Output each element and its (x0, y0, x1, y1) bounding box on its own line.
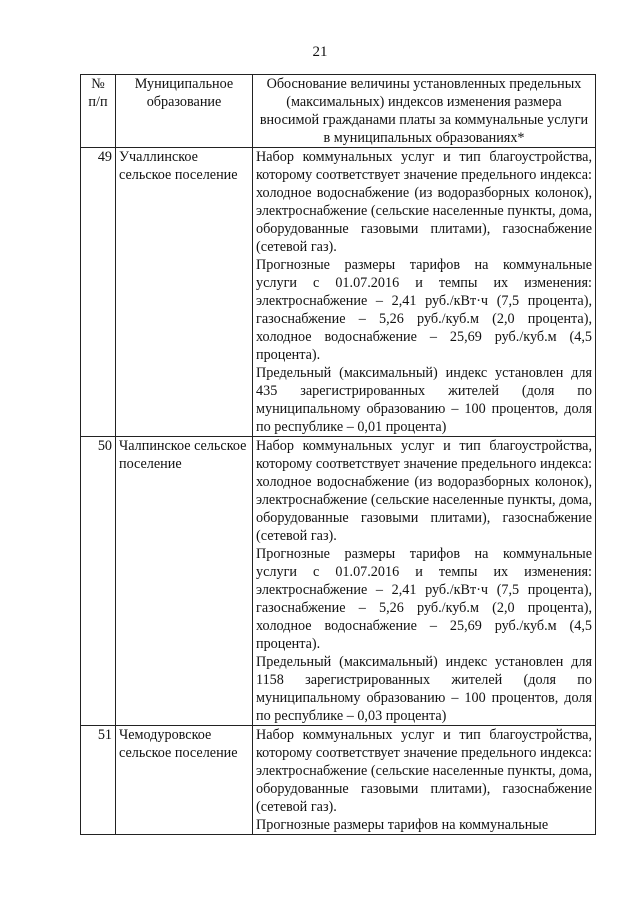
paragraph-services: Набор коммунальных услуг и тип благоустройства, которому соответствует значение предельного индекса: электроснабжение (сельские населенные пункты, дома, оборудованные газовыми плитами), газоснабжение (сетевой газ). (256, 727, 592, 815)
table-row (81, 437, 596, 726)
paragraph-tariffs: Прогнозные размеры тарифов на коммунальные (256, 817, 549, 833)
paragraph-services: Набор коммунальных услуг и тип благоустройства, которому соответствует значение предельного индекса: холодное водоснабжение (из водоразборных колонок), электроснабжение (сельские населенные пункты, дома, оборудованные газовыми плитами), газоснабжение (сетевой газ). (256, 149, 592, 255)
table-header-row (81, 75, 596, 148)
paragraph-index: Предельный (максимальный) индекс установлен для 435 зарегистрированных жителей (доля по муниципальному образованию – 100 процентов, доля по республике – 0,01 процента) (256, 365, 592, 435)
municipal-index-table (80, 74, 596, 835)
row-justification (253, 437, 596, 726)
row-number: 51 (81, 726, 116, 835)
header-municipality: Муниципальное образование (116, 75, 253, 148)
paragraph-services: Набор коммунальных услуг и тип благоустройства, которому соответствует значение предельного индекса: холодное водоснабжение (из водоразборных колонок), электроснабжение (сельские населенные пункты, дома, оборудованные газовыми плитами), газоснабжение (сетевой газ). (256, 438, 592, 544)
row-justification (253, 148, 596, 437)
row-municipality: Чемодуровское сельское поселение (116, 726, 253, 835)
paragraph-tariffs: Прогнозные размеры тарифов на коммунальные услуги с 01.07.2016 и темпы их изменения: электроснабжение – 2,41 руб./кВт·ч (7,5 процента), газоснабжение – 5,26 руб./куб.м (2,0 процента), холодное водоснабжение – 25,69 руб./куб.м (4,5 процента). (256, 546, 592, 652)
paragraph-tariffs: Прогнозные размеры тарифов на коммунальные услуги с 01.07.2016 и темпы их изменения: электроснабжение – 2,41 руб./кВт·ч (7,5 процента), газоснабжение – 5,26 руб./куб.м (2,0 процента), холодное водоснабжение – 25,69 руб./куб.м (4,5 процента). (256, 257, 592, 363)
page-number: 21 (312, 44, 328, 60)
paragraph-index: Предельный (максимальный) индекс установлен для 1158 зарегистрированных жителей (доля по муниципальному образованию – 100 процентов, доля по республике – 0,03 процента) (256, 654, 592, 724)
row-justification (253, 726, 596, 835)
header-justification: Обоснование величины установленных предельных (максимальных) индексов изменения размера вносимой гражданами платы за коммунальные услуги в муниципальных образованиях* (253, 75, 596, 148)
row-municipality: Чалпинское сельское поселение (116, 437, 253, 726)
header-number: № п/п (81, 75, 116, 148)
row-number: 50 (81, 437, 116, 726)
table-row (81, 148, 596, 437)
row-number: 49 (81, 148, 116, 437)
table-row (81, 726, 596, 835)
row-municipality: Учаллинское сельское поселение (116, 148, 253, 437)
